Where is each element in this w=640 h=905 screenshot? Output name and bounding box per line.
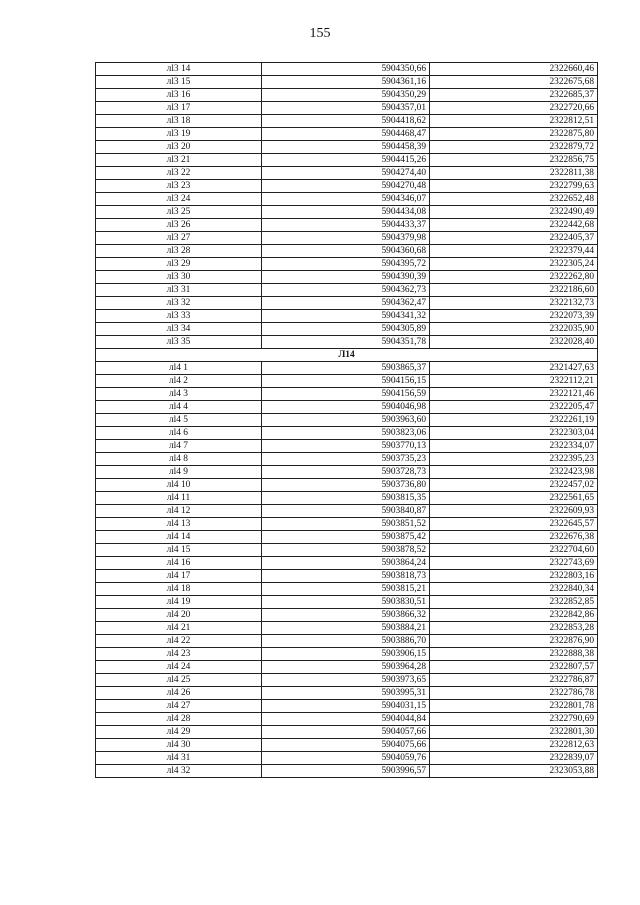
y-coordinate-cell: 2322803,16 [430,570,598,583]
x-coordinate-cell: 5903818,73 [262,570,430,583]
point-id-cell: лl3 24 [96,193,262,206]
table-row [96,752,598,765]
point-id-cell: лl3 29 [96,258,262,271]
x-coordinate-cell: 5903735,23 [262,453,430,466]
point-id-cell: лl4 10 [96,479,262,492]
x-coordinate-cell: 5904362,73 [262,284,430,297]
y-coordinate-cell: 2322423,98 [430,466,598,479]
table-row [96,557,598,570]
table-row [96,180,598,193]
section-header-row [96,349,598,362]
y-coordinate-cell: 2322405,37 [430,232,598,245]
y-coordinate-cell: 2322490,49 [430,206,598,219]
x-coordinate-cell: 5903964,28 [262,661,430,674]
x-coordinate-cell: 5903865,37 [262,362,430,375]
point-id-cell: лl4 25 [96,674,262,687]
point-id-cell: лl4 29 [96,726,262,739]
x-coordinate-cell: 5903995,31 [262,687,430,700]
y-coordinate-cell: 2322704,60 [430,544,598,557]
y-coordinate-cell: 2322112,21 [430,375,598,388]
y-coordinate-cell: 2322305,24 [430,258,598,271]
coordinates-table-body [96,63,598,778]
table-row [96,492,598,505]
point-id-cell: лl4 24 [96,661,262,674]
point-id-cell: лl3 18 [96,115,262,128]
table-row [96,713,598,726]
table-row [96,297,598,310]
table-row [96,141,598,154]
point-id-cell: лl3 20 [96,141,262,154]
point-id-cell: лl3 28 [96,245,262,258]
section-title: Л14 [96,349,598,362]
table-row [96,635,598,648]
x-coordinate-cell: 5904357,01 [262,102,430,115]
point-id-cell: лl4 1 [96,362,262,375]
table-row [96,687,598,700]
y-coordinate-cell: 2322811,38 [430,167,598,180]
table-row [96,76,598,89]
x-coordinate-cell: 5903884,21 [262,622,430,635]
x-coordinate-cell: 5904390,39 [262,271,430,284]
point-id-cell: лl4 11 [96,492,262,505]
point-id-cell: лl4 15 [96,544,262,557]
point-id-cell: лl4 31 [96,752,262,765]
x-coordinate-cell: 5904395,72 [262,258,430,271]
y-coordinate-cell: 2322028,40 [430,336,598,349]
table-row [96,440,598,453]
table-row [96,596,598,609]
point-id-cell: лl3 21 [96,154,262,167]
x-coordinate-cell: 5903728,73 [262,466,430,479]
y-coordinate-cell: 2322839,07 [430,752,598,765]
y-coordinate-cell: 2322876,90 [430,635,598,648]
point-id-cell: лl3 27 [96,232,262,245]
x-coordinate-cell: 5904156,59 [262,388,430,401]
x-coordinate-cell: 5904274,40 [262,167,430,180]
x-coordinate-cell: 5904360,68 [262,245,430,258]
table-row [96,726,598,739]
table-row [96,661,598,674]
x-coordinate-cell: 5904351,78 [262,336,430,349]
x-coordinate-cell: 5904046,98 [262,401,430,414]
point-id-cell: лl4 23 [96,648,262,661]
table-row [96,609,598,622]
table-row [96,401,598,414]
y-coordinate-cell: 2322334,07 [430,440,598,453]
y-coordinate-cell: 2322842,86 [430,609,598,622]
y-coordinate-cell: 2323053,88 [430,765,598,778]
y-coordinate-cell: 2322807,57 [430,661,598,674]
y-coordinate-cell: 2322720,66 [430,102,598,115]
point-id-cell: лl3 17 [96,102,262,115]
point-id-cell: лl3 33 [96,310,262,323]
point-id-cell: лl4 9 [96,466,262,479]
table-row [96,232,598,245]
y-coordinate-cell: 2322888,38 [430,648,598,661]
point-id-cell: лl3 31 [96,284,262,297]
y-coordinate-cell: 2322790,69 [430,713,598,726]
y-coordinate-cell: 2322786,78 [430,687,598,700]
x-coordinate-cell: 5904434,08 [262,206,430,219]
table-row [96,271,598,284]
table-row [96,102,598,115]
y-coordinate-cell: 2322205,47 [430,401,598,414]
point-id-cell: лl3 19 [96,128,262,141]
point-id-cell: лl3 15 [96,76,262,89]
x-coordinate-cell: 5904031,15 [262,700,430,713]
x-coordinate-cell: 5903823,06 [262,427,430,440]
y-coordinate-cell: 2322801,78 [430,700,598,713]
table-row [96,115,598,128]
point-id-cell: лl3 25 [96,206,262,219]
x-coordinate-cell: 5903996,57 [262,765,430,778]
table-row [96,700,598,713]
point-id-cell: лl4 14 [96,531,262,544]
x-coordinate-cell: 5904350,29 [262,89,430,102]
point-id-cell: лl4 26 [96,687,262,700]
table-row [96,674,598,687]
x-coordinate-cell: 5903878,52 [262,544,430,557]
table-row [96,570,598,583]
point-id-cell: лl3 34 [96,323,262,336]
point-id-cell: лl4 8 [96,453,262,466]
point-id-cell: лl3 35 [96,336,262,349]
y-coordinate-cell: 2322186,60 [430,284,598,297]
y-coordinate-cell: 2322395,23 [430,453,598,466]
x-coordinate-cell: 5904418,62 [262,115,430,128]
table-row [96,453,598,466]
table-row [96,154,598,167]
y-coordinate-cell: 2322879,72 [430,141,598,154]
table-row [96,206,598,219]
table-row [96,388,598,401]
y-coordinate-cell: 2322856,75 [430,154,598,167]
y-coordinate-cell: 2322812,51 [430,115,598,128]
y-coordinate-cell: 2322801,30 [430,726,598,739]
y-coordinate-cell: 2322645,57 [430,518,598,531]
table-row [96,128,598,141]
coordinates-table [95,62,598,778]
table-row [96,648,598,661]
table-row [96,336,598,349]
point-id-cell: лl3 32 [96,297,262,310]
point-id-cell: лl4 6 [96,427,262,440]
y-coordinate-cell: 2322743,69 [430,557,598,570]
y-coordinate-cell: 2322812,63 [430,739,598,752]
y-coordinate-cell: 2321427,63 [430,362,598,375]
x-coordinate-cell: 5903815,35 [262,492,430,505]
x-coordinate-cell: 5903851,52 [262,518,430,531]
point-id-cell: лl4 13 [96,518,262,531]
y-coordinate-cell: 2322685,37 [430,89,598,102]
point-id-cell: лl4 30 [96,739,262,752]
x-coordinate-cell: 5904433,37 [262,219,430,232]
y-coordinate-cell: 2322675,68 [430,76,598,89]
x-coordinate-cell: 5903864,24 [262,557,430,570]
y-coordinate-cell: 2322786,87 [430,674,598,687]
y-coordinate-cell: 2322262,80 [430,271,598,284]
y-coordinate-cell: 2322660,46 [430,63,598,76]
x-coordinate-cell: 5904305,89 [262,323,430,336]
point-id-cell: лl4 28 [96,713,262,726]
table-row [96,544,598,557]
table-row [96,765,598,778]
y-coordinate-cell: 2322457,02 [430,479,598,492]
point-id-cell: лl3 14 [96,63,262,76]
y-coordinate-cell: 2322609,93 [430,505,598,518]
x-coordinate-cell: 5903736,80 [262,479,430,492]
table-row [96,583,598,596]
point-id-cell: лl3 16 [96,89,262,102]
y-coordinate-cell: 2322561,65 [430,492,598,505]
y-coordinate-cell: 2322303,04 [430,427,598,440]
table-row [96,323,598,336]
x-coordinate-cell: 5903830,51 [262,596,430,609]
table-row [96,63,598,76]
point-id-cell: лl4 3 [96,388,262,401]
point-id-cell: лl4 21 [96,622,262,635]
x-coordinate-cell: 5904346,07 [262,193,430,206]
x-coordinate-cell: 5904341,32 [262,310,430,323]
point-id-cell: лl3 26 [96,219,262,232]
table-row [96,479,598,492]
point-id-cell: лl4 12 [96,505,262,518]
x-coordinate-cell: 5903866,32 [262,609,430,622]
table-row [96,531,598,544]
x-coordinate-cell: 5903770,13 [262,440,430,453]
table-row [96,375,598,388]
x-coordinate-cell: 5903963,60 [262,414,430,427]
point-id-cell: лl3 30 [96,271,262,284]
x-coordinate-cell: 5904415,26 [262,154,430,167]
table-row [96,362,598,375]
x-coordinate-cell: 5903973,65 [262,674,430,687]
x-coordinate-cell: 5904270,48 [262,180,430,193]
x-coordinate-cell: 5903886,70 [262,635,430,648]
y-coordinate-cell: 2322035,90 [430,323,598,336]
y-coordinate-cell: 2322652,48 [430,193,598,206]
point-id-cell: лl4 18 [96,583,262,596]
point-id-cell: лl4 19 [96,596,262,609]
table-row [96,518,598,531]
x-coordinate-cell: 5904379,98 [262,232,430,245]
y-coordinate-cell: 2322379,44 [430,245,598,258]
table-row [96,427,598,440]
point-id-cell: лl4 16 [96,557,262,570]
y-coordinate-cell: 2322853,28 [430,622,598,635]
point-id-cell: лl4 2 [96,375,262,388]
x-coordinate-cell: 5903840,87 [262,505,430,518]
x-coordinate-cell: 5904075,66 [262,739,430,752]
y-coordinate-cell: 2322073,39 [430,310,598,323]
x-coordinate-cell: 5904057,66 [262,726,430,739]
y-coordinate-cell: 2322852,85 [430,596,598,609]
x-coordinate-cell: 5904362,47 [262,297,430,310]
point-id-cell: лl4 32 [96,765,262,778]
point-id-cell: лl4 7 [96,440,262,453]
x-coordinate-cell: 5904059,76 [262,752,430,765]
point-id-cell: лl4 17 [96,570,262,583]
x-coordinate-cell: 5903875,42 [262,531,430,544]
y-coordinate-cell: 2322840,34 [430,583,598,596]
x-coordinate-cell: 5904044,84 [262,713,430,726]
x-coordinate-cell: 5904468,47 [262,128,430,141]
y-coordinate-cell: 2322442,68 [430,219,598,232]
point-id-cell: лl3 23 [96,180,262,193]
table-row [96,505,598,518]
point-id-cell: лl3 22 [96,167,262,180]
x-coordinate-cell: 5904350,66 [262,63,430,76]
x-coordinate-cell: 5903815,21 [262,583,430,596]
y-coordinate-cell: 2322121,46 [430,388,598,401]
page-number: 155 [309,26,331,41]
x-coordinate-cell: 5903906,15 [262,648,430,661]
y-coordinate-cell: 2322261,19 [430,414,598,427]
point-id-cell: лl4 20 [96,609,262,622]
table-row [96,245,598,258]
x-coordinate-cell: 5904156,15 [262,375,430,388]
y-coordinate-cell: 2322875,80 [430,128,598,141]
x-coordinate-cell: 5904458,39 [262,141,430,154]
table-row [96,466,598,479]
table-row [96,193,598,206]
y-coordinate-cell: 2322799,63 [430,180,598,193]
y-coordinate-cell: 2322676,38 [430,531,598,544]
table-row [96,167,598,180]
table-row [96,219,598,232]
table-row [96,739,598,752]
y-coordinate-cell: 2322132,73 [430,297,598,310]
x-coordinate-cell: 5904361,16 [262,76,430,89]
table-row [96,622,598,635]
table-row [96,414,598,427]
point-id-cell: лl4 4 [96,401,262,414]
table-row [96,310,598,323]
point-id-cell: лl4 22 [96,635,262,648]
point-id-cell: лl4 27 [96,700,262,713]
point-id-cell: лl4 5 [96,414,262,427]
table-row [96,258,598,271]
table-row [96,89,598,102]
table-row [96,284,598,297]
